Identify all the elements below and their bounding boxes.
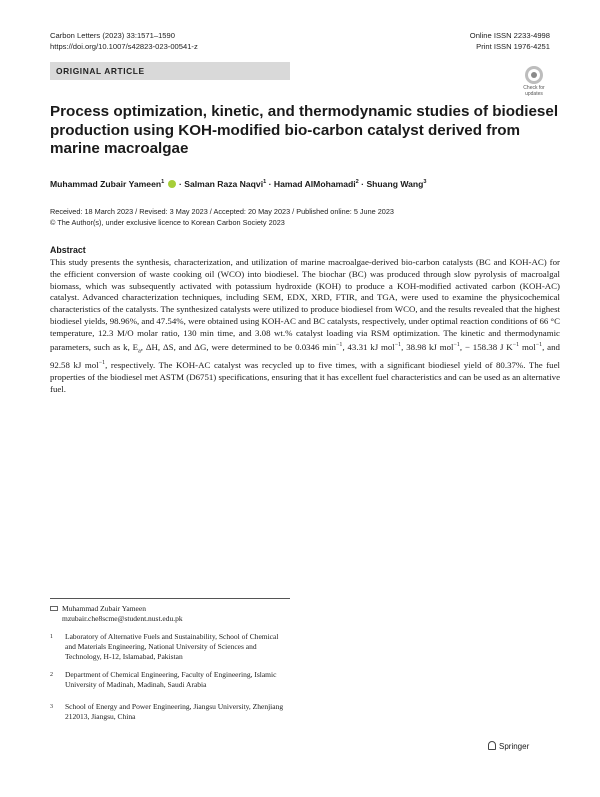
publisher-logo bbox=[488, 741, 529, 752]
corresponding-author-name: Muhammad Zubair Yameen bbox=[62, 604, 146, 613]
running-header-left bbox=[50, 30, 198, 52]
doi-link[interactable]: https://doi.org/10.1007/s42823-023-00541-z bbox=[50, 42, 198, 51]
author-name[interactable]: Hamad AlMohamadi bbox=[273, 178, 356, 189]
check-updates-caption: Check for updates bbox=[523, 85, 545, 97]
author-affiliation-mark: 1 bbox=[161, 179, 165, 185]
footnote-divider bbox=[50, 598, 290, 599]
author-affiliation-mark: 2 bbox=[355, 179, 359, 185]
author-affiliation-mark: 3 bbox=[423, 179, 427, 185]
abstract-text: This study presents the synthesis, characterization, and utilization of marine macroalgae-derived bio-carbon catalysts (BC and KOH-AC) for the efficient conversion of waste cooking oil (WCO) into biodiesel. The biochar (BC) was produced through slow pyrolysis of macroalgal biomass, which was subsequently activated with potassium hydroxide (KOH) to produce a KOH-modified activated carbon (KOH-AC) catalyst. Advanced characterization techniques, including SEM, EDX, XRD, FTIR, and TGA, were used to examine the physicochemical characteristics of the catalysts. The synthesized catalysts were utilized to produce biodiesel from WCO, and the results revealed that the highest biodiesel yields, 98.96%, and 47.54%, were obtained using KOH-AC and BC catalysts, respectively, under optimal reaction conditions of 66 °C temperature, 12.3 M/O molar ratio, 130 min time, and 3.08 wt.% catalyst loading via RSM optimization. The kinetic and thermodynamic parameters, such as k, $E_a$, ΔH, ΔS, and ΔG, were determined to be 0.0346 $\min^{-1}$, 43.31 kJ mol$^{-1}$, 38.98 kJ mol$^{-1}$, − 158.38 J $K^{-1}$ mol$^{-1}$, and 92.58 kJ mol$^{-1}$, respectively. The KOH-AC catalyst was recycled up to five times, with a significant biodiesel yield of 80.37%. The fuel properties of the biodiesel met ASTM (D6751) specifications, ensuring that it has excellent fuel characteristics and can be used as an alternative fuel. bbox=[50, 257, 560, 394]
journal-reference: Carbon Letters (2023) 33:1571–1590 bbox=[50, 31, 175, 40]
corresponding-author bbox=[50, 604, 290, 624]
article-title: Process optimization, kinetic, and thermodynamic studies of biodiesel production using KOH-modified bio-carbon catalyst derived from marine macroalgae bbox=[50, 103, 559, 158]
article-type-banner: ORIGINAL ARTICLE bbox=[50, 62, 290, 80]
abstract-heading: Abstract bbox=[50, 245, 86, 255]
running-header-right bbox=[470, 30, 550, 52]
copyright-line: © The Author(s), under exclusive licence to Korean Carbon Society 2023 bbox=[50, 217, 285, 227]
online-issn: Online ISSN 2233-4998 bbox=[469, 31, 550, 40]
publisher-name: Springer bbox=[499, 742, 530, 751]
author-list: Muhammad Zubair Yameen$^1$ · Salman Raza Naqvi$^1$ · Hamad AlMohamadi$^2$ · Shuang Wang$^3$ bbox=[50, 178, 427, 189]
author-affiliation-mark: 1 bbox=[263, 179, 267, 185]
print-issn: Print ISSN 1976-4251 bbox=[476, 42, 550, 51]
orcid-icon[interactable] bbox=[168, 180, 176, 188]
springer-horse-icon bbox=[488, 741, 496, 750]
publication-dates: Received: 18 March 2023 / Revised: 3 May 2023 / Accepted: 20 May 2023 / Published online: 5 June 2023 bbox=[50, 207, 394, 216]
author-name[interactable]: Salman Raza Naqvi bbox=[184, 178, 264, 189]
author-name[interactable]: Muhammad Zubair Yameen bbox=[50, 178, 162, 189]
author-name[interactable]: Shuang Wang bbox=[366, 178, 424, 189]
corresponding-email[interactable]: mzubair.che8scme@student.nust.edu.pk bbox=[62, 614, 183, 623]
envelope-icon bbox=[50, 606, 58, 612]
check-for-updates-badge[interactable] bbox=[518, 66, 550, 96]
article-history bbox=[50, 207, 560, 228]
crossmark-icon bbox=[525, 66, 543, 84]
